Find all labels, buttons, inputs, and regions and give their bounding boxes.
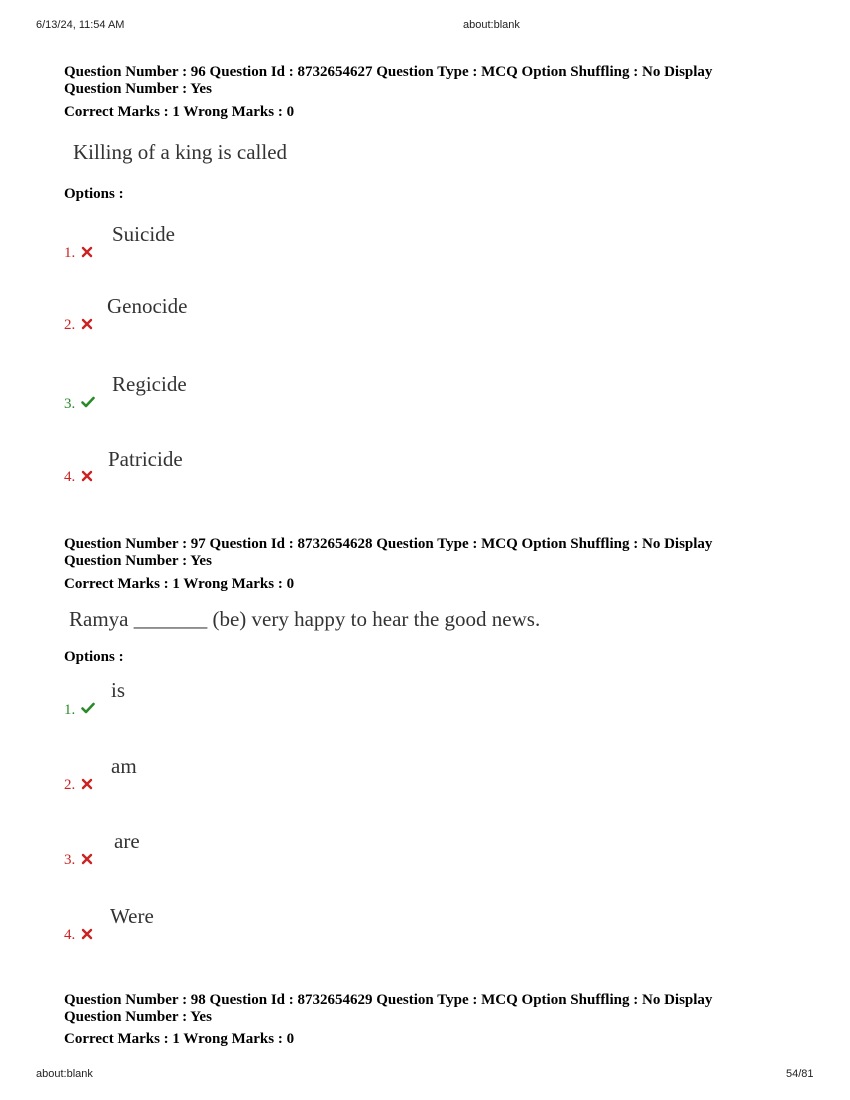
option-text: Suicide	[112, 222, 175, 246]
option-number: 1.	[64, 245, 76, 261]
check-icon	[81, 395, 95, 407]
print-footer-url: about:blank	[36, 1068, 93, 1080]
cross-icon	[81, 317, 93, 329]
question-block-98	[64, 992, 824, 1047]
question-display: Question Number : Yes	[64, 1009, 212, 1025]
option-number: 2.	[64, 777, 76, 793]
question-meta: Question Number : 98 Question Id : 8732654629 Question Type : MCQ Option Shuffling : No Display	[64, 992, 713, 1008]
question-display: Question Number : Yes	[64, 81, 212, 97]
option-number: 2.	[64, 317, 76, 333]
option-number: 1.	[64, 702, 76, 718]
option-2	[64, 292, 364, 352]
options-label: Options :	[64, 186, 124, 202]
question-block-97	[64, 536, 824, 943]
option-number: 3.	[64, 852, 76, 868]
cross-icon	[81, 469, 93, 481]
print-datetime: 6/13/24, 11:54 AM	[36, 19, 125, 31]
question-meta: Question Number : 97 Question Id : 8732654628 Question Type : MCQ Option Shuffling : No Display	[64, 536, 713, 552]
option-text: Were	[110, 904, 154, 928]
option-4	[64, 902, 364, 962]
option-number: 4.	[64, 469, 76, 485]
options-label: Options :	[64, 649, 124, 665]
question-marks: Correct Marks : 1 Wrong Marks : 0	[64, 1031, 295, 1047]
question-text: Killing of a king is called	[73, 140, 288, 164]
option-text: are	[114, 829, 140, 853]
check-icon	[81, 701, 95, 713]
option-number: 4.	[64, 927, 76, 943]
question-display: Question Number : Yes	[64, 553, 212, 569]
question-marks: Correct Marks : 1 Wrong Marks : 0	[64, 104, 295, 120]
question-meta: Question Number : 96 Question Id : 8732654627 Question Type : MCQ Option Shuffling : No Display	[64, 64, 713, 80]
option-text: am	[111, 754, 137, 778]
option-3	[64, 827, 364, 887]
page-number: 54/81	[786, 1068, 814, 1080]
cross-icon	[81, 777, 93, 789]
question-marks: Correct Marks : 1 Wrong Marks : 0	[64, 576, 295, 592]
cross-icon	[81, 852, 93, 864]
cross-icon	[81, 927, 93, 939]
option-3	[64, 370, 364, 430]
cross-icon	[81, 245, 93, 257]
question-block-96	[64, 64, 824, 485]
option-number: 3.	[64, 396, 76, 412]
option-2	[64, 752, 364, 812]
question-text: Ramya _______ (be) very happy to hear the good news.	[69, 607, 541, 631]
print-title: about:blank	[463, 19, 520, 31]
option-text: Patricide	[108, 447, 183, 471]
option-1	[64, 220, 364, 280]
option-4	[64, 445, 364, 505]
option-text: is	[111, 678, 126, 702]
option-text: Regicide	[112, 372, 187, 396]
option-1	[64, 676, 364, 736]
option-text: Genocide	[107, 294, 188, 318]
